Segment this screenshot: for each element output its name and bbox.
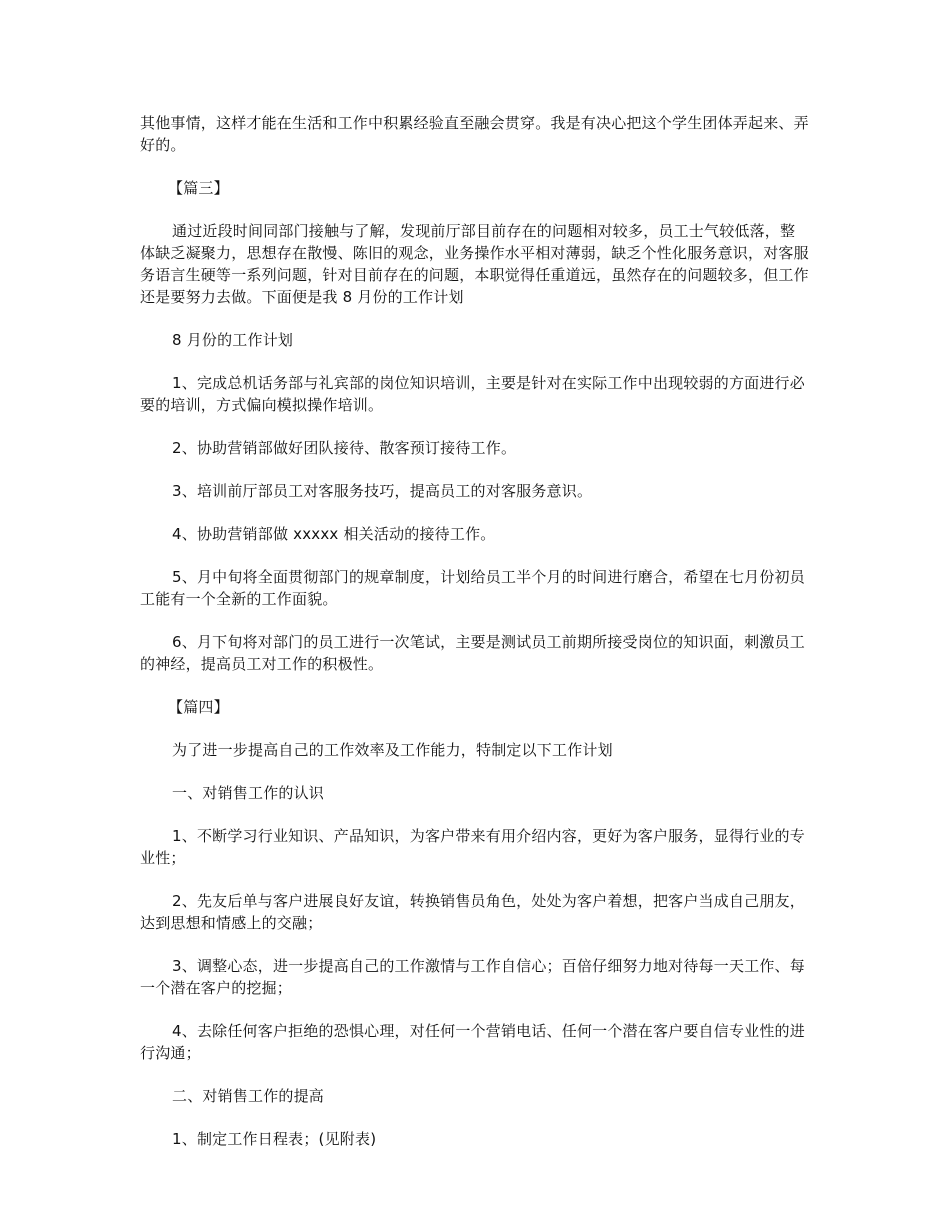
plan-item: 3、培训前厅部员工对客服务技巧，提高员工的对客服务意识。 [172, 482, 593, 500]
plan-item: 6、月下旬将对部门的员工进行一次笔试，主要是测试员工前期所接受岗位的知识面，刺激员工的神经，提高员工对工作的积极性。 [140, 633, 805, 673]
document-body [140, 112, 810, 1171]
paragraph-intro: 通过近段时间同部门接触与了解，发现前厅部目前存在的问题相对较多，员工士气较低落，整体缺乏凝聚力，思想存在散慢、陈旧的观念，业务操作水平相对薄弱，缺乏个性化服务意识，对客服务语言生硬等一系列问题，针对目前存在的问题，本职觉得任重道远，虽然存在的问题较多，但工作还是要努力去做。下面便是我 8 月份的工作计划 [140, 222, 809, 306]
paragraph-continuation: 其他事情，这样才能在生活和工作中积累经验直至融会贯穿。我是有决心把这个学生团体弄起来、弄好的。 [140, 114, 809, 154]
paragraph-intro: 为了进一步提高自己的工作效率及工作能力，特制定以下工作计划 [172, 741, 613, 759]
list-item: 3、调整心态，进一步提高自己的工作激情与工作自信心；百倍仔细努力地对待每一天工作、每一个潜在客户的挖掘； [140, 957, 805, 997]
subsection-heading: 二、对销售工作的提高 [172, 1087, 325, 1105]
plan-item: 5、月中旬将全面贯彻部门的规章制度，计划给员工半个月的时间进行磨合，希望在七月份初员工能有一个全新的工作面貌。 [140, 568, 805, 608]
plan-item: 2、协助营销部做好团队接待、散客预订接待工作。 [172, 439, 517, 457]
list-item: 1、不断学习行业知识、产品知识，为客户带来有用介绍内容，更好为客户服务，显得行业的专业性； [140, 827, 805, 867]
plan-item: 1、完成总机话务部与礼宾部的岗位知识培训，主要是针对在实际工作中出现较弱的方面进行必要的培训，方式偏向模拟操作培训。 [140, 374, 805, 414]
plan-item: 4、协助营销部做 xxxxx 相关活动的接待工作。 [172, 525, 496, 543]
list-item: 4、去除任何客户拒绝的恐惧心理，对任何一个营销电话、任何一个潜在客户要自信专业性的进行沟通； [140, 1022, 805, 1062]
list-item: 2、先友后单与客户进展良好友谊，转换销售员角色，处处为客户着想，把客户当成自己朋友，达到思想和情感上的交融； [140, 892, 805, 932]
plan-heading: 8 月份的工作计划 [172, 331, 294, 349]
subsection-heading: 一、对销售工作的认识 [172, 784, 325, 802]
list-item: 1、制定工作日程表；(见附表) [172, 1130, 377, 1148]
section-heading-part-four: 【篇四】 [168, 698, 229, 716]
section-heading-part-three: 【篇三】 [168, 179, 229, 197]
